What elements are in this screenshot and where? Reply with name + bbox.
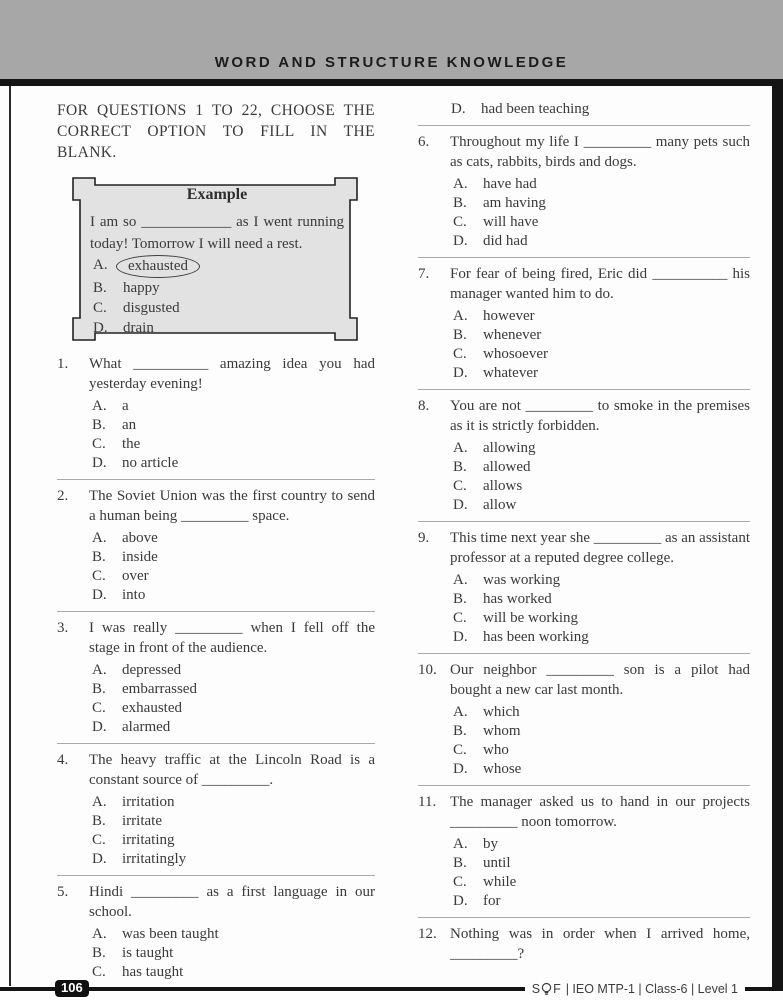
option-text: drain [123,320,154,336]
question-number: 5. [57,884,69,900]
question-options [450,703,750,779]
question-number: 2. [57,488,69,504]
header-rule [0,79,783,86]
option-letter: D. [453,761,468,777]
option-letter: C. [453,346,467,362]
option-letter: D. [451,101,466,117]
option-text: exhausted [122,700,182,716]
option-text: is taught [122,945,174,961]
question-number: 9. [418,530,430,546]
option-text: above [122,530,158,546]
option-text: irritating [122,832,175,848]
question-body [450,528,750,647]
option-letter: A. [92,530,107,546]
question-block [57,882,375,982]
question-number: 6. [418,134,430,150]
option-text: no article [122,455,179,471]
option-letter: D. [92,719,107,735]
option-letter: A. [93,257,108,273]
option-row [92,925,375,944]
question-text: Throughout my life I _________ many pets such as cats, rabbits, birds and dogs. [450,134,750,170]
option-row [453,760,750,779]
option-text: depressed [122,662,182,678]
question-options [450,571,750,647]
option-row [453,213,750,232]
option-row [92,812,375,831]
option-text: whatever [483,365,538,381]
option-row [92,454,375,473]
question-body [450,396,750,515]
option-row [93,255,344,278]
question-body [89,882,375,982]
option-letter: C. [453,478,467,494]
option-text: allows [483,478,523,494]
sof-bulb-icon [541,982,552,997]
option-letter: B. [92,945,106,961]
option-text: whenever [483,327,542,343]
question [57,750,375,869]
option-row [453,835,750,854]
option-row [453,722,750,741]
option-letter: A. [453,704,468,720]
question [418,924,750,967]
option-row [453,345,750,364]
option-letter: A. [92,398,107,414]
option-text: into [122,587,146,603]
question-separator [418,653,750,654]
question-number: 8. [418,398,430,414]
option-letter: A. [453,440,468,456]
option-row [92,529,375,548]
option-letter: D. [92,455,107,471]
option-letter: B. [93,280,107,296]
option-text: allow [483,497,517,513]
option-letter: C. [93,300,107,316]
question-separator [418,917,750,918]
question-number: 4. [57,752,69,768]
option-letter: C. [453,610,467,626]
option-letter: D. [93,320,108,336]
option-text: am having [483,195,546,211]
footer [0,982,783,996]
option-text: embarrassed [122,681,197,697]
question-number: 7. [418,266,430,282]
option-row [92,435,375,454]
option-row [453,609,750,628]
question-separator [418,125,750,126]
question-options [89,529,375,605]
option-row [453,854,750,873]
option-row [453,307,750,326]
option-text: have had [483,176,537,192]
option-row [453,741,750,760]
option-text: did had [483,233,528,249]
option-text: disgusted [123,300,180,316]
option-row [92,699,375,718]
option-text: has taught [122,964,184,980]
question-options [450,439,750,515]
question [57,618,375,737]
option-row [453,892,750,911]
option-text: has been working [483,629,589,645]
option-letter: A. [92,926,107,942]
option-row [92,963,375,982]
option-row [453,496,750,515]
option-letter: C. [92,700,106,716]
option-text: whose [483,761,522,777]
question-body [89,486,375,605]
question-number: 3. [57,620,69,636]
question [418,792,750,911]
question-block [418,660,750,786]
option-text: whom [483,723,521,739]
option-text: allowing [483,440,536,456]
question-options [89,793,375,869]
question-number: 10. [418,662,437,678]
option-text: had been teaching [481,101,590,117]
option-text: irritate [122,813,162,829]
option-row [92,718,375,737]
question-text: What __________ amazing idea you had yesterday evening! [89,356,375,392]
question-text: For fear of being fired, Eric did __________ his manager wanted him to do. [450,266,750,302]
option-text: who [483,742,509,758]
option-row [453,439,750,458]
option-letter: D. [453,497,468,513]
question-text: The manager asked us to hand in our projects _________ noon tomorrow. [450,794,750,830]
option-text: happy [123,280,160,296]
option-letter: D. [92,587,107,603]
example-sentence: I am so ____________ as I went running today! Tomorrow I will need a rest. [90,214,344,252]
option-row [453,873,750,892]
option-letter: C. [92,568,106,584]
option-letter: C. [453,214,467,230]
question-block [418,132,750,258]
option-letter: C. [453,742,467,758]
question [57,882,375,982]
option-row [453,571,750,590]
option-text: a [122,398,129,414]
question-text: The heavy traffic at the Lincoln Road is a constant source of _________. [89,752,375,788]
footer-rule-right [745,987,783,991]
option-row [93,278,344,298]
option-row [92,661,375,680]
option-text: an [122,417,137,433]
option-letter: A. [453,572,468,588]
option-letter: C. [92,832,106,848]
question-number: 12. [418,926,437,942]
option-letter: D. [453,233,468,249]
option-text: however [483,308,535,324]
option-row [92,944,375,963]
option-letter: C. [92,964,106,980]
option-text: which [483,704,520,720]
question-separator [57,743,375,744]
option-row [93,298,344,318]
question-options [89,661,375,737]
question-options [450,835,750,911]
option-row [92,850,375,869]
example-box [72,177,358,341]
option-letter: B. [92,417,106,433]
question-text: Hindi _________ as a first language in our school. [89,884,375,920]
option-row [92,548,375,567]
option-letter: B. [453,195,467,211]
option-text: over [122,568,149,584]
question-options [450,175,750,251]
option-letter: B. [453,327,467,343]
option-letter: D. [453,629,468,645]
question-separator [57,611,375,612]
option-letter: C. [453,874,467,890]
option-row [453,458,750,477]
option-letter: B. [92,813,106,829]
option-row [453,326,750,345]
header-band [0,0,783,79]
option-letter: A. [453,176,468,192]
option-row [453,194,750,213]
option-row [92,680,375,699]
option-letter: D. [453,365,468,381]
question-block [418,792,750,918]
question [57,354,375,473]
example-title: Example [186,186,248,203]
option-letter: C. [92,436,106,452]
option-text: will have [483,214,539,230]
question [418,660,750,779]
option-text [123,255,200,278]
right-column-questions [418,132,750,967]
question-block [57,486,375,612]
option-text: alarmed [122,719,171,735]
option-row [92,397,375,416]
question-block [418,396,750,522]
question-options [89,397,375,473]
option-letter: D. [453,893,468,909]
question-block [418,924,750,967]
question-body [89,750,375,869]
instructions-text: FOR QUESTIONS 1 TO 22, CHOOSE THE CORRECT OPTION TO FILL IN THE BLANK. [57,102,375,161]
question-body [89,354,375,473]
option-text: while [483,874,517,890]
question-number: 1. [57,356,69,372]
option-letter: A. [453,836,468,852]
question-block [418,264,750,390]
option-row [92,567,375,586]
brand-letter-s: S [531,982,541,996]
question-block [57,750,375,876]
option-text: the [122,436,141,452]
option-letter: A. [453,308,468,324]
question-text: This time next year she _________ as an assistant professor at a reputed degree college. [450,530,750,566]
example-options [90,255,344,338]
question-number: 11. [418,794,437,810]
option-row [92,586,375,605]
question-options [450,307,750,383]
option-row [453,590,750,609]
option-row [453,232,750,251]
option-letter: B. [92,681,106,697]
option-row [92,831,375,850]
right-column [418,100,750,967]
continued-option-row [451,100,750,119]
question-body [450,132,750,251]
question-text: Our neighbor _________ son is a pilot had bought a new car last month. [450,662,750,698]
option-letter: A. [92,794,107,810]
question-text: Nothing was in order when I arrived home, _________? [450,926,750,962]
option-text: until [483,855,511,871]
question-block [57,618,375,744]
option-text: for [483,893,501,909]
left-column [57,100,375,982]
option-text: will be working [483,610,578,626]
question [418,396,750,515]
question-body [450,792,750,911]
page-title: WORD AND STRUCTURE KNOWLEDGE [214,54,569,71]
question [57,486,375,605]
right-edge-band [772,79,783,990]
option-row [93,318,344,338]
question-separator [57,479,375,480]
option-row [92,793,375,812]
option-row [92,416,375,435]
question-body [450,660,750,779]
question-body [450,264,750,383]
option-text: irritatingly [122,851,187,867]
option-letter: B. [453,723,467,739]
question [418,528,750,647]
question-separator [57,875,375,876]
option-row [453,364,750,383]
page-number-badge: 106 [55,980,89,997]
option-row [453,628,750,647]
option-letter: A. [92,662,107,678]
option-text: has worked [483,591,552,607]
option-letter: B. [453,591,467,607]
option-row [453,175,750,194]
option-letter: D. [92,851,107,867]
option-text: whosoever [483,346,548,362]
option-letter: B. [453,459,467,475]
circled-answer: exhausted [116,255,200,278]
option-letter: B. [92,549,106,565]
option-text: was working [483,572,561,588]
question-block [418,528,750,654]
option-text: inside [122,549,158,565]
option-text: allowed [483,459,531,475]
question-text: You are not _________ to smoke in the premises as it is strictly forbidden. [450,398,750,434]
question-text: I was really _________ when I fell off the stage in front of the audience. [89,620,375,656]
question-separator [418,257,750,258]
option-letter: B. [453,855,467,871]
option-text: was been taught [122,926,219,942]
question-options [89,925,375,982]
question-separator [418,785,750,786]
question-separator [418,389,750,390]
question [418,264,750,383]
question-block [57,354,375,480]
footer-meta: | IEO MTP-1 | Class-6 | Level 1 [565,982,738,996]
question-text: The Soviet Union was the first country to send a human being _________ space. [89,488,375,524]
question-body [450,924,750,967]
left-edge-rule [9,86,11,986]
option-row [453,477,750,496]
option-row [453,703,750,722]
question [418,132,750,251]
brand-letter-f: F [553,982,561,996]
footer-brand [525,982,745,997]
question-body [89,618,375,737]
option-text: by [483,836,498,852]
option-text: irritation [122,794,175,810]
question-separator [418,521,750,522]
